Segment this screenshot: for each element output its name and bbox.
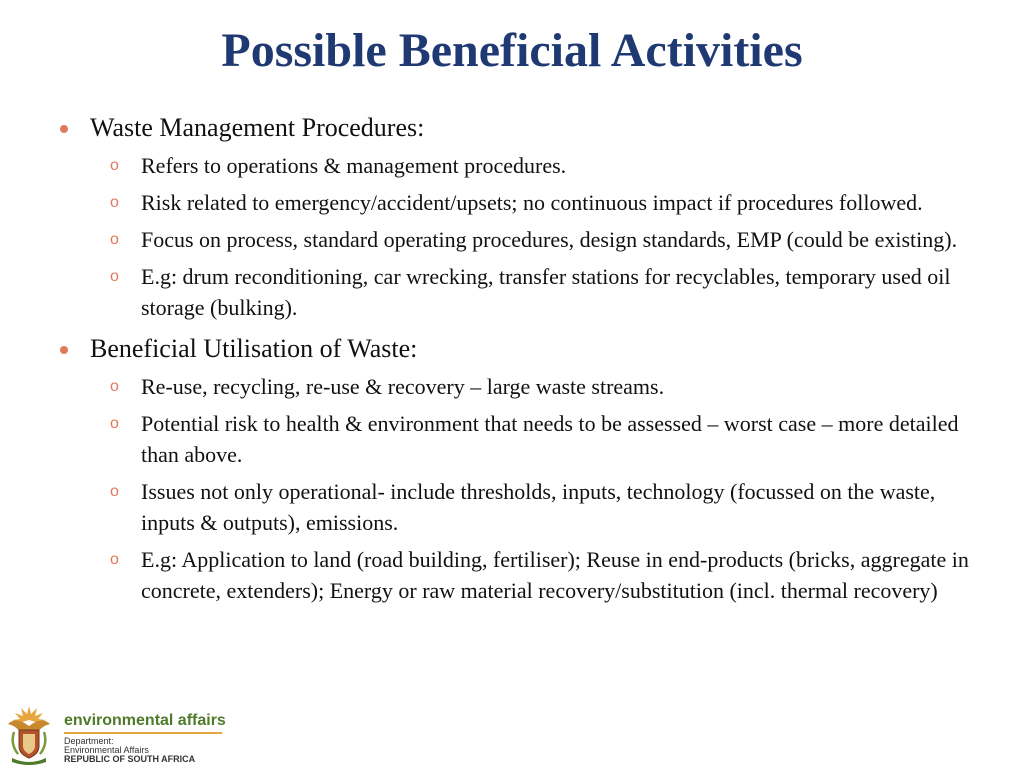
circle-bullet-icon: o (110, 231, 119, 248)
bullet-list (58, 112, 988, 606)
sub-bullet-list (90, 150, 988, 323)
list-item (90, 476, 988, 538)
circle-bullet-icon: o (110, 415, 119, 432)
logo-dept-label: Department: (64, 736, 114, 746)
list-item-text: Re-use, recycling, re-use & recovery – large waste streams. (141, 374, 665, 399)
list-item (90, 224, 988, 255)
circle-bullet-icon: o (110, 551, 119, 568)
logo-country: REPUBLIC OF SOUTH AFRICA (64, 754, 196, 764)
circle-bullet-icon: o (110, 483, 119, 500)
slide-content (58, 112, 988, 612)
logo-divider (64, 732, 222, 734)
circle-bullet-icon: o (110, 378, 119, 395)
list-item (90, 544, 988, 606)
department-logo (2, 702, 232, 766)
list-item-text: Refers to operations & management procedures. (141, 153, 567, 178)
list-item (90, 261, 988, 323)
section-heading: Waste Management Procedures: (90, 113, 425, 142)
circle-bullet-icon: o (110, 268, 119, 285)
bullet-dot-icon (60, 125, 68, 133)
list-item-text: Focus on process, standard operating procedures, design standards, EMP (could be existing). (141, 227, 958, 252)
bullet-dot-icon (60, 346, 68, 354)
section-heading: Beneficial Utilisation of Waste: (90, 334, 418, 363)
section-beneficial-utilisation (58, 333, 988, 606)
circle-bullet-icon: o (110, 157, 119, 174)
list-item (90, 371, 988, 402)
list-item-text: E.g: Application to land (road building, fertiliser); Reuse in end-products (bricks, aggregate in concrete, extenders); Energy or raw material recovery/substitution (incl. thermal recovery) (141, 547, 969, 603)
logo-dept-name: Environmental Affairs (64, 745, 149, 755)
list-item-text: E.g: drum reconditioning, car wrecking, transfer stations for recyclables, temporary used oil storage (bulking). (141, 264, 951, 320)
logo-brand-text: environmental affairs (64, 712, 226, 729)
coat-of-arms-icon (2, 702, 56, 766)
sub-bullet-list (90, 371, 988, 606)
list-item-text: Issues not only operational- include thresholds, inputs, technology (focussed on the waste, inputs & outputs), emissions. (141, 479, 936, 535)
list-item (90, 187, 988, 218)
slide-title: Possible Beneficial Activities (221, 24, 803, 77)
list-item (90, 408, 988, 470)
list-item (90, 150, 988, 181)
list-item-text: Risk related to emergency/accident/upsets; no continuous impact if procedures followed. (141, 190, 923, 215)
section-waste-management (58, 112, 988, 323)
circle-bullet-icon: o (110, 194, 119, 211)
list-item-text: Potential risk to health & environment that needs to be assessed – worst case – more detailed than above. (141, 411, 959, 467)
